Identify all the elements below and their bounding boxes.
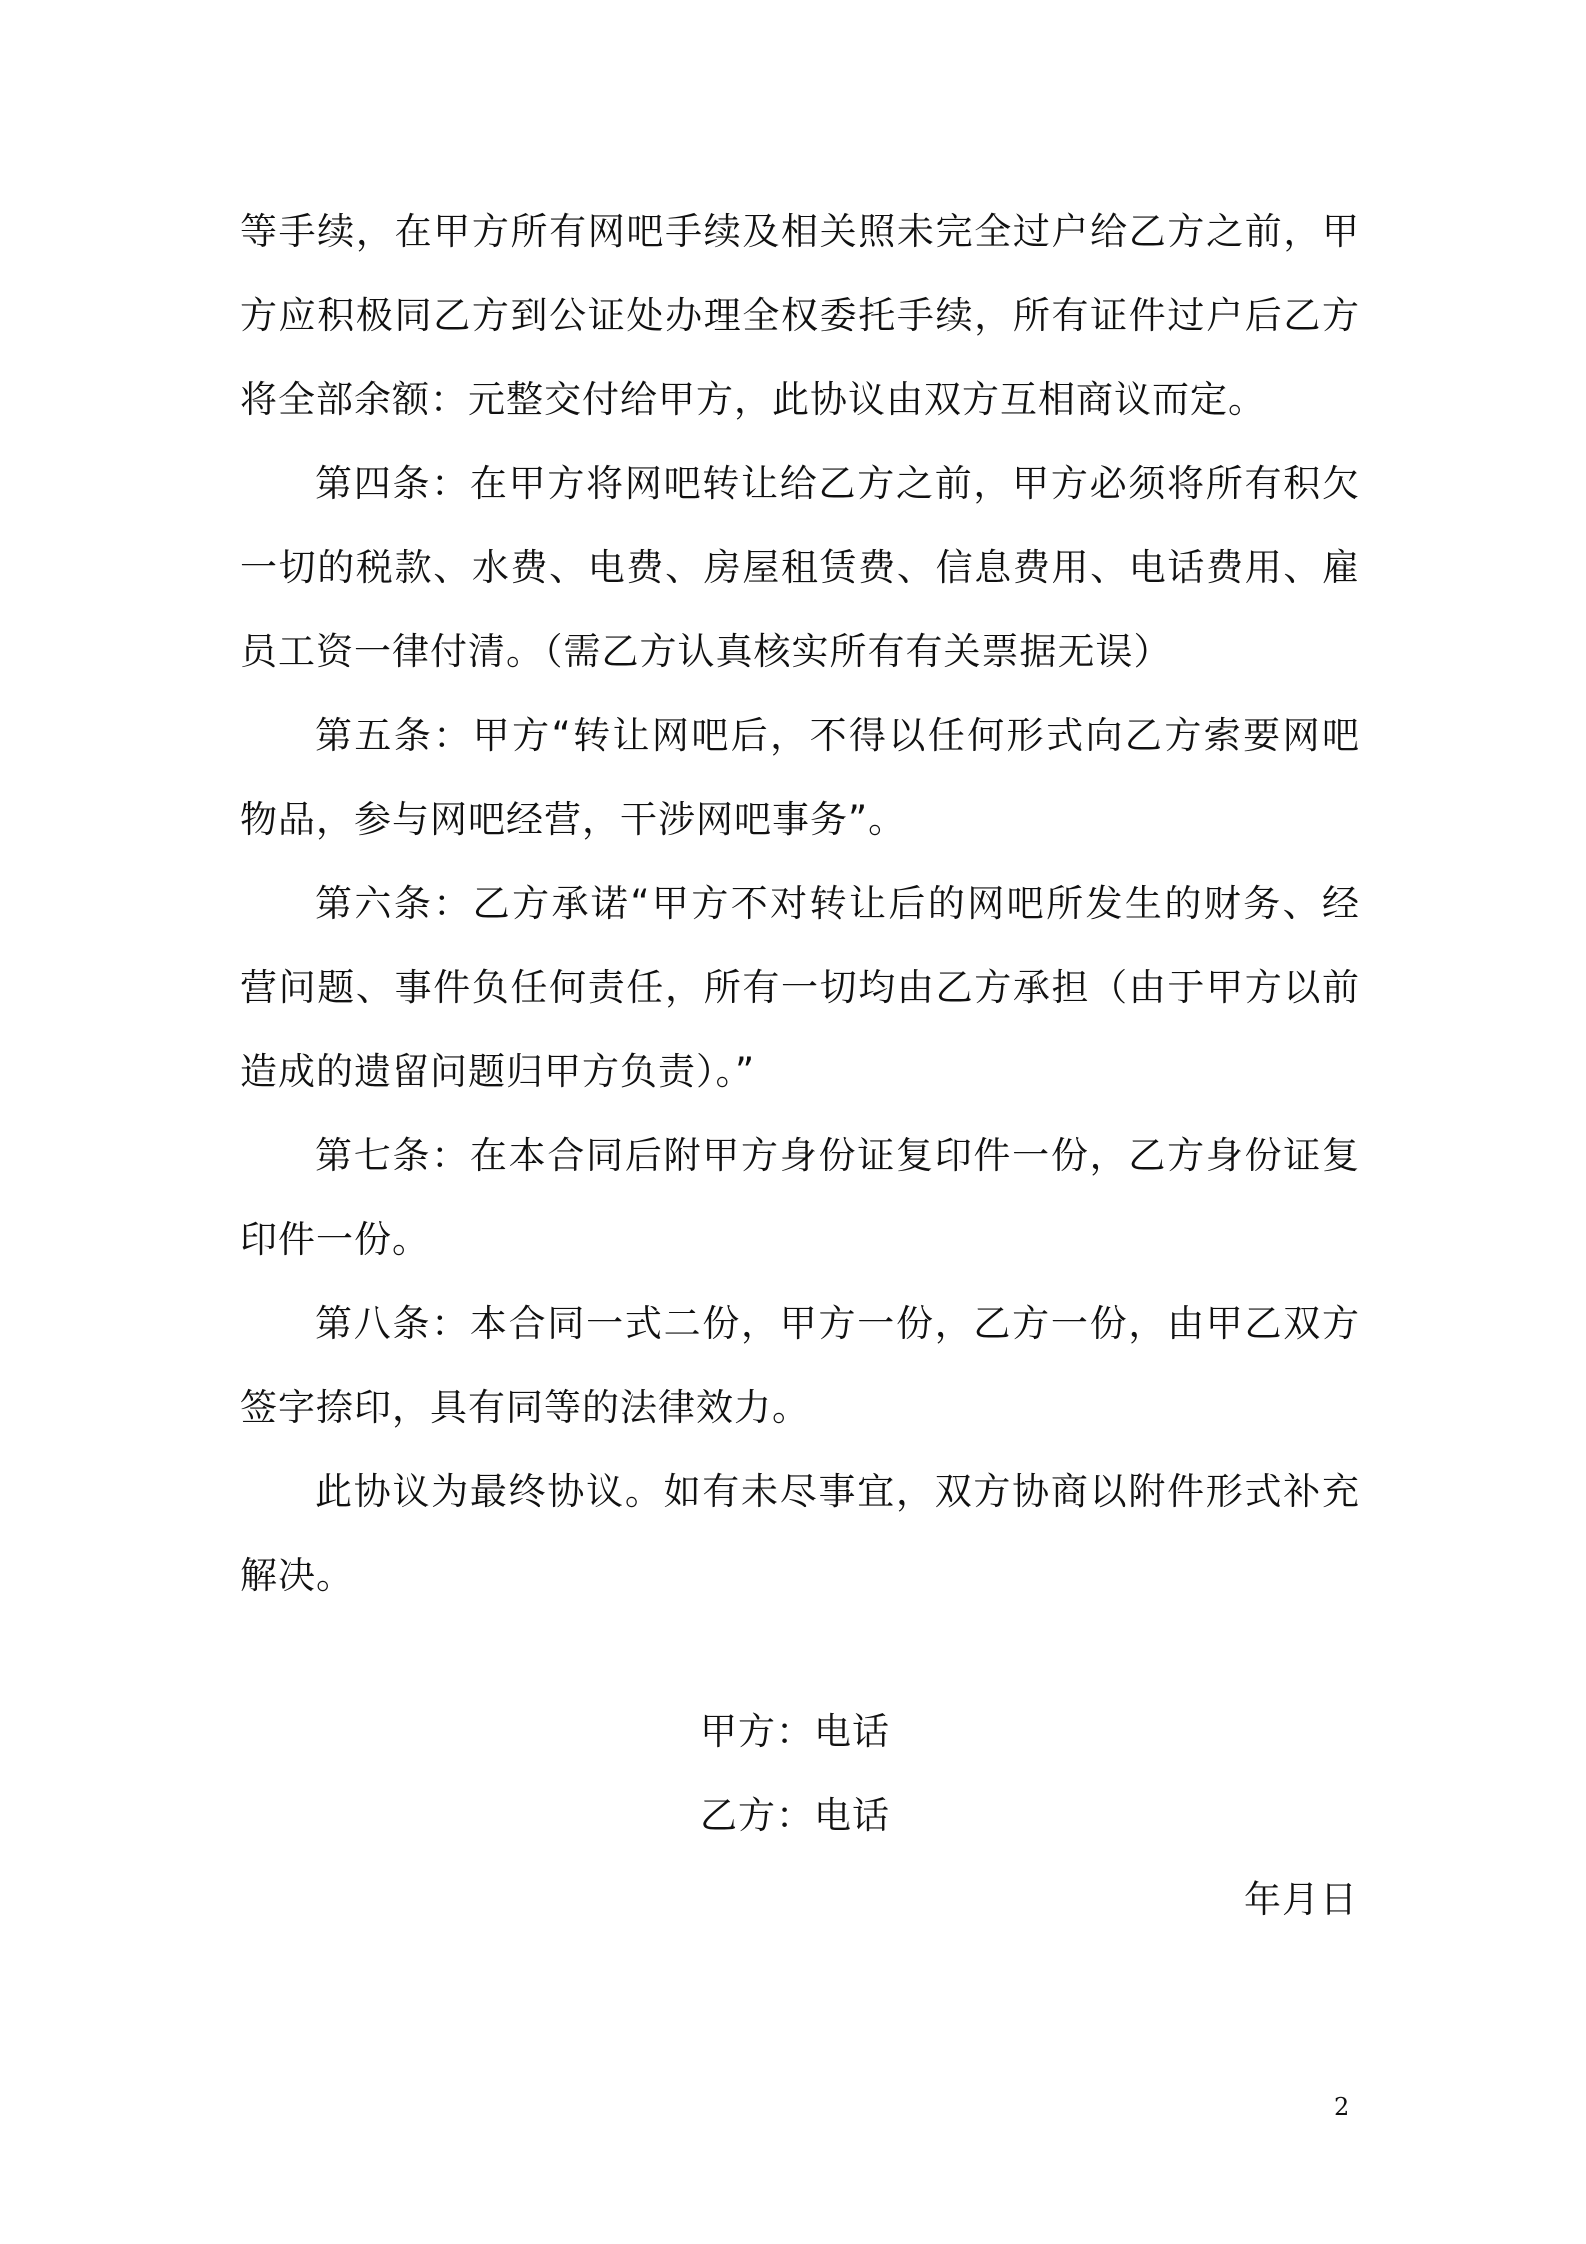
signature-date: 年月日 [1244,1878,1358,1921]
paragraph-article-7: 第七条：在本合同后附甲方身份证复印件一份，乙方身份证复印件一份。 [240,1134,1360,1261]
paragraph-continuation: 等手续，在甲方所有网吧手续及相关照未完全过户给乙方之前，甲方应积极同乙方到公证处办理全权委托手续，所有证件过户后乙方将全部余额：元整交付给甲方，此协议由双方互相商议而定。 [240,210,1360,421]
paragraph-final: 此协议为最终协议。如有未尽事宜，双方协商以附件形式补充解决。 [240,1470,1360,1597]
paragraph-article-6: 第六条：乙方承诺“甲方不对转让后的网吧所发生的财务、经营问题、事件负任何责任，所有一切均由乙方承担（由于甲方以前造成的遗留问题归甲方负责）。” [240,882,1360,1093]
page-number: 2 [1334,2093,1350,2121]
document-body [240,190,1360,1618]
paragraph-article-4: 第四条：在甲方将网吧转让给乙方之前，甲方必须将所有积欠一切的税款、水费、电费、房屋租赁费、信息费用、电话费用、雇员工资一律付清。（需乙方认真核实所有有关票据无误） [240,462,1360,673]
paragraph-article-5: 第五条：甲方“转让网吧后，不得以任何形式向乙方索要网吧物品，参与网吧经营，干涉网吧事务”。 [240,714,1360,841]
paragraph-article-8: 第八条：本合同一式二份，甲方一份，乙方一份，由甲乙双方签字捺印，具有同等的法律效力。 [240,1302,1360,1429]
signature-party-a: 甲方：电话 [700,1710,890,1753]
signature-party-b: 乙方：电话 [700,1794,890,1837]
